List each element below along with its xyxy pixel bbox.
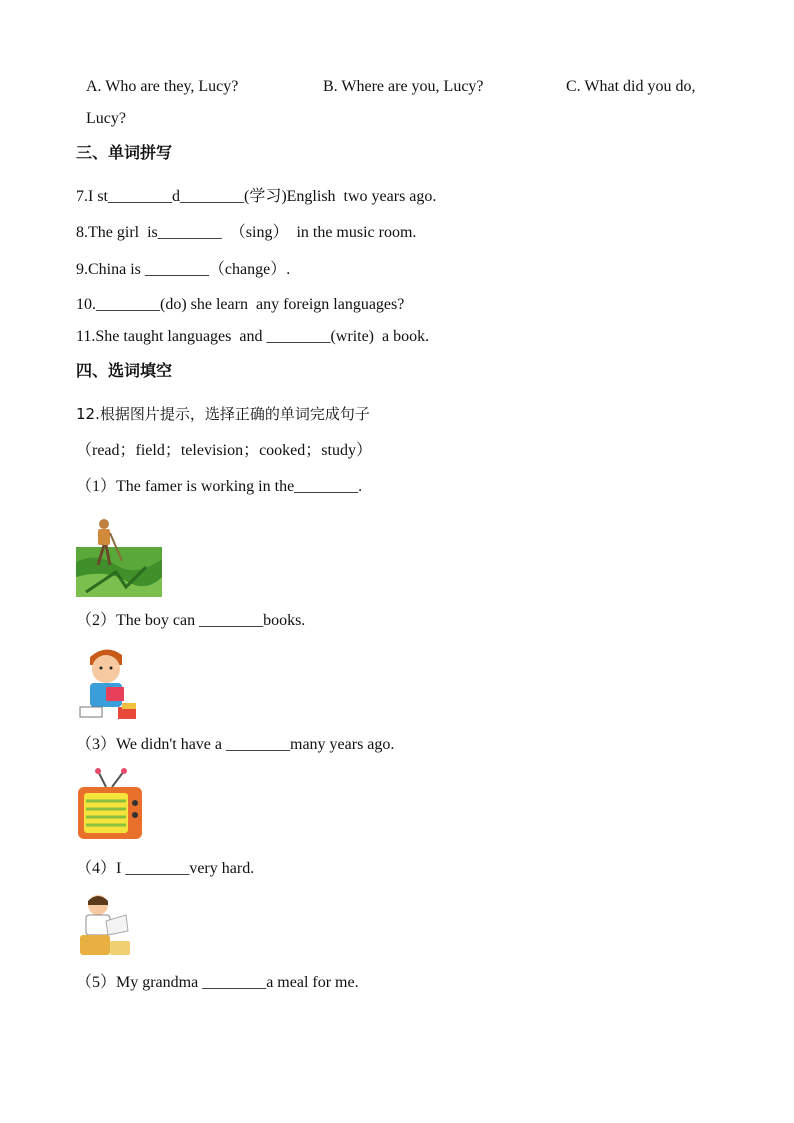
question-11: 11.She taught languages and ________(write) a book. bbox=[76, 328, 430, 345]
sentence-4: （4）I ________very hard. bbox=[76, 860, 255, 877]
section-4-title: 四、选词填空 bbox=[76, 361, 173, 380]
sentence-3: （3）We didn't have a ________many years ago. bbox=[76, 736, 395, 753]
sentence-5: （5）My grandma ________a meal for me. bbox=[76, 974, 359, 991]
television-picture bbox=[76, 767, 144, 845]
option-c-continued: Lucy? bbox=[86, 110, 126, 127]
word-bank: （read；field；television；cooked；study） bbox=[76, 442, 372, 459]
farmer-field-picture bbox=[76, 517, 162, 597]
sentence-1: （1）The famer is working in the________. bbox=[76, 478, 363, 495]
option-b: B. Where are you, Lucy? bbox=[323, 78, 484, 95]
question-8: 8.The girl is________ （sing） in the music room. bbox=[76, 224, 417, 241]
sentence-2: （2）The boy can ________books. bbox=[76, 612, 306, 629]
section-3-title: 三、单词拼写 bbox=[76, 143, 173, 162]
boy-reading-picture bbox=[76, 643, 146, 723]
option-a: A. Who are they, Lucy? bbox=[86, 78, 239, 95]
question-9: 9.China is ________（change）. bbox=[76, 261, 291, 278]
option-c: C. What did you do, bbox=[566, 78, 696, 95]
question-10: 10.________(do) she learn any foreign languages? bbox=[76, 296, 405, 313]
student-studying-picture bbox=[76, 891, 134, 959]
question-12-instruction: 12.根据图片提示，选择正确的单词完成句子 bbox=[76, 405, 370, 423]
question-7: 7.I st________d________(学习)English two years ago. bbox=[76, 188, 437, 205]
